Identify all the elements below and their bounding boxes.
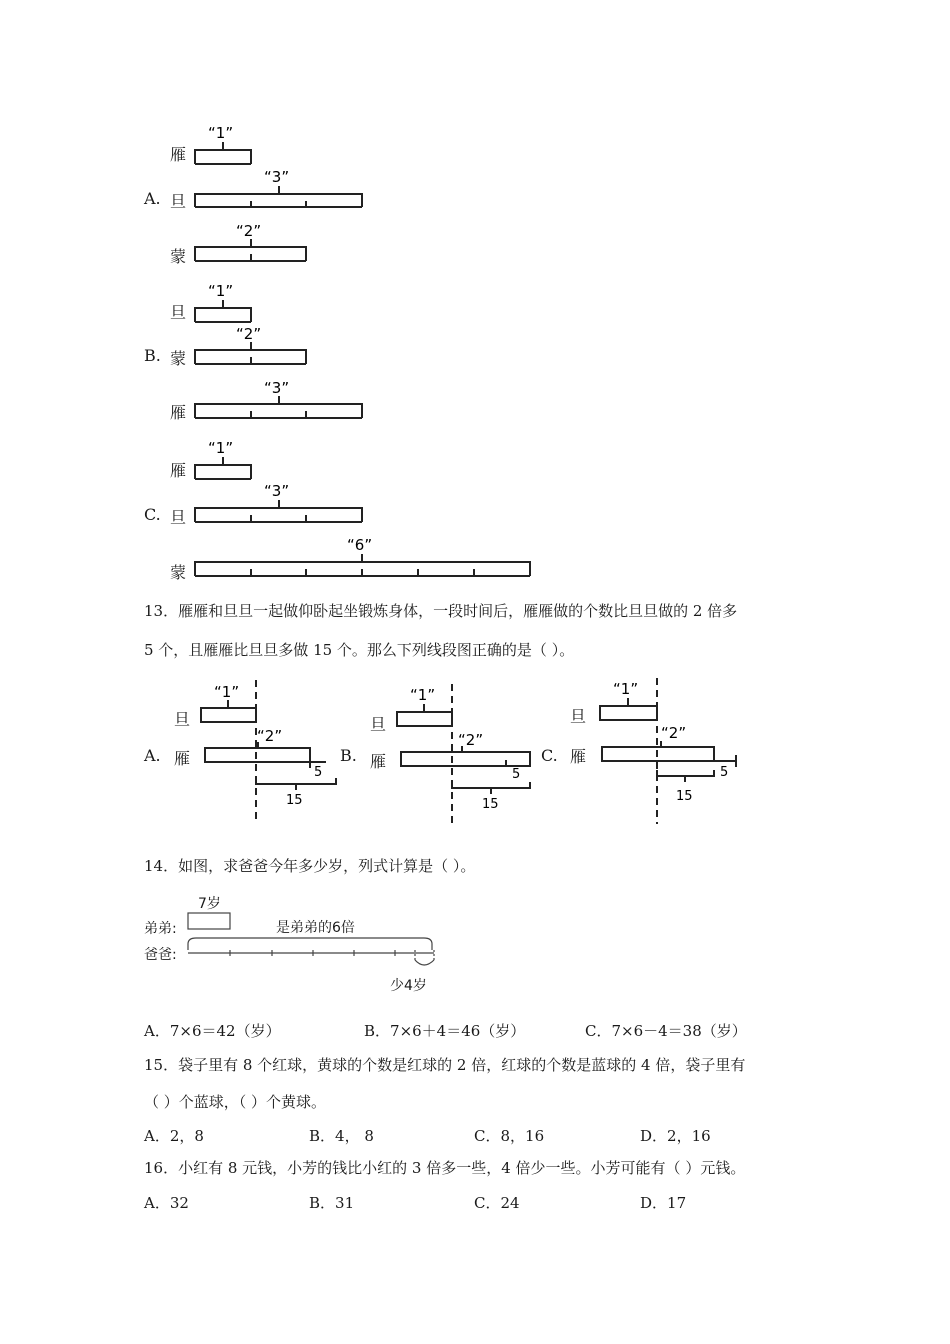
q14-option-b[interactable]: B．7×6＋4＝46（岁） xyxy=(364,1022,526,1040)
q13-c-bottom-name: 雁 xyxy=(570,747,587,766)
q12-b-row3-name: 雁 xyxy=(170,403,187,422)
q16-option-d[interactable]: D．17 xyxy=(640,1194,687,1212)
q16-option-b[interactable]: B．31 xyxy=(309,1194,355,1212)
q15-text-line2: （ ）个蓝球，（ ）个黄球。 xyxy=(144,1093,327,1111)
q15-option-d[interactable]: D．2，16 xyxy=(640,1127,711,1145)
q16-text-line1: 16．小红有 8 元钱，小芳的钱比小红的 3 倍多一些，4 倍少一些。小芳可能有（ ）元钱。 xyxy=(144,1159,746,1177)
q13-c-5: 5 xyxy=(720,765,729,780)
q12-a-row3-name: 蒙 xyxy=(170,247,187,266)
q15-option-c[interactable]: C．8，16 xyxy=(474,1127,545,1145)
q13-c-top-name: 旦 xyxy=(570,707,587,726)
q13-option-a-letter[interactable]: A. xyxy=(144,746,161,765)
segment-brother xyxy=(188,913,230,929)
q13-b-bottom-name: 雁 xyxy=(370,752,387,771)
q13-option-c-letter[interactable]: C. xyxy=(541,746,558,765)
q14-option-c[interactable]: C．7×6－4＝38（岁） xyxy=(585,1022,747,1040)
q14-brother-label: 弟弟: xyxy=(144,921,177,937)
q16-option-c[interactable]: C．24 xyxy=(474,1194,520,1212)
q12-b-row3-quote: “3” xyxy=(264,379,290,397)
q14-option-a[interactable]: A．7×6＝42（岁） xyxy=(144,1022,281,1040)
q13-a-15: 15 xyxy=(286,793,303,808)
q13-c-q1: “1” xyxy=(613,680,639,698)
q13-a-bottom-name: 雁 xyxy=(174,749,191,768)
q12-option-b-letter[interactable]: B. xyxy=(144,346,161,365)
q12-b-row1-quote: “1” xyxy=(208,282,234,300)
q12-a-row3-quote: “2” xyxy=(236,222,262,240)
q13-a-5: 5 xyxy=(314,765,323,780)
q12-a-row1-name: 雁 xyxy=(170,145,187,164)
q13-text-line2: 5 个，且雁雁比旦旦多做 15 个。那么下列线段图正确的是（ ）。 xyxy=(144,641,575,659)
q12-c-row2-quote: “3” xyxy=(264,482,290,500)
q14-less-text: 少4岁 xyxy=(390,978,427,994)
q16-option-a[interactable]: A．32 xyxy=(144,1194,189,1212)
q12-a-row2-quote: “3” xyxy=(264,168,290,186)
q13-option-b-letter[interactable]: B. xyxy=(340,746,357,765)
q13-text-line1: 13．雁雁和旦旦一起做仰卧起坐锻炼身体，一段时间后，雁雁做的个数比旦旦做的 2 倍多 xyxy=(144,602,738,620)
less-brace xyxy=(415,960,434,965)
q13-a-q1: “1” xyxy=(214,683,240,701)
q14-father-label: 爸爸: xyxy=(144,947,177,963)
q13-c-q2: “2” xyxy=(661,724,687,742)
q14-times-text: 是弟弟的6倍 xyxy=(276,920,355,936)
q13-b-q2: “2” xyxy=(458,731,484,749)
q12-option-c-letter[interactable]: C. xyxy=(144,505,161,524)
q12-a-row2-name: 旦 xyxy=(170,192,187,211)
q15-option-a[interactable]: A．2，8 xyxy=(144,1127,204,1145)
q13-b-5: 5 xyxy=(512,767,521,782)
q12-option-a-letter[interactable]: A. xyxy=(144,189,161,208)
q12-c-row3-name: 蒙 xyxy=(170,563,187,582)
q14-brother-age: 7岁 xyxy=(198,896,221,912)
q12-b-row2-name: 蒙 xyxy=(170,349,187,368)
q14-question: 14．如图，求爸爸今年多少岁，列式计算是（ ）。 xyxy=(144,857,476,875)
q13-a-q2: “2” xyxy=(257,727,283,745)
q12-c-row2-name: 旦 xyxy=(170,508,187,527)
q13-a-top-name: 旦 xyxy=(174,710,191,729)
q12-c-row1-name: 雁 xyxy=(170,461,187,480)
q12-b-row2-quote: “2” xyxy=(236,325,262,343)
q12-a-row1-quote: “1” xyxy=(208,124,234,142)
q13-b-top-name: 旦 xyxy=(370,715,387,734)
times-brace xyxy=(188,938,432,950)
q12-c-row1-quote: “1” xyxy=(208,439,234,457)
q15-text-line1: 15．袋子里有 8 个红球，黄球的个数是红球的 2 倍，红球的个数是蓝球的 4 倍，袋子里有 xyxy=(144,1056,746,1074)
q15-option-b[interactable]: B．4， 8 xyxy=(309,1127,374,1145)
q13-c-15: 15 xyxy=(676,789,693,804)
q13-b-q1: “1” xyxy=(410,686,436,704)
q12-c-row3-quote: “6” xyxy=(347,536,373,554)
q13-b-15: 15 xyxy=(482,797,499,812)
q12-b-row1-name: 旦 xyxy=(170,303,187,322)
